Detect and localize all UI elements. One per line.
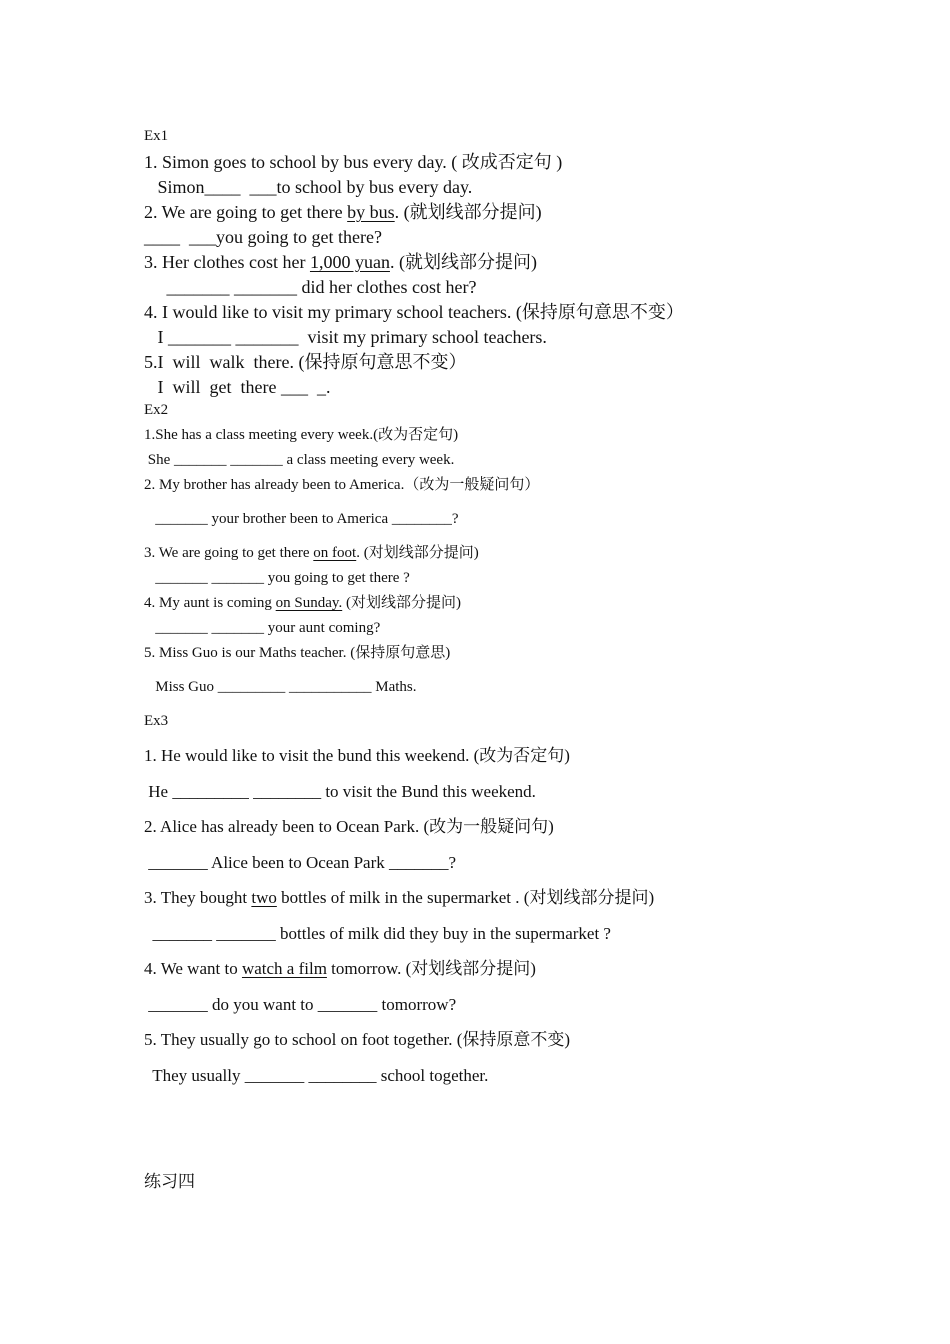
underlined-phrase: two [251,888,277,907]
ex1-question-1: 1. Simon goes to school by bus every day. ( 改成否定句 ) [144,152,563,172]
ex1-answer-2: ____ ___you going to get there? [144,227,382,247]
underlined-phrase: by bus [347,202,395,222]
ex2-question-3 [144,546,479,561]
ex1-answer-3: _______ _______ did her clothes cost her? [144,277,477,297]
ex2-question-5: 5. Miss Guo is our Maths teacher. (保持原句意思) [144,645,451,661]
underlined-phrase: on foot [313,545,357,561]
underlined-phrase: watch a film [241,959,327,978]
ex3-question-3 [144,889,654,906]
question-instruction: (对划线部分提问) [342,595,461,611]
ex3-question-4 [144,960,536,977]
ex2-answer-3: _______ _______ you going to get there ? [144,570,410,586]
ex3-answer-1: He _________ ________ to visit the Bund this weekend. [144,782,536,801]
underlined-phrase: on Sunday. [275,595,343,611]
question-text: 4. We want to [144,959,242,978]
ex2-heading: Ex2 [144,402,169,418]
question-instruction: . (对划线部分提问) [356,545,479,561]
question-text: 3. We are going to get there [144,545,314,561]
ex3-answer-3: _______ _______ bottles of milk did they buy in the supermarket ? [144,924,611,943]
ex3-question-2: 2. Alice has already been to Ocean Park. (改为一般疑问句) [144,817,554,836]
ex3-question-1: 1. He would like to visit the bund this weekend. (改为否定句) [144,746,570,765]
ex2-question-2: 2. My brother has already been to America.（改为一般疑问句） [144,477,540,493]
ex2-question-1: 1.She has a class meeting every week.(改为否定句) [144,427,459,443]
ex1-question-5: 5.I will walk there. (保持原句意思不变） [144,352,467,372]
ex1-question-2 [144,203,542,221]
ex1-answer-5: I will get there ___ _. [144,377,331,397]
question-text: 3. Her clothes cost her [144,252,310,272]
question-text: 4. My aunt is coming [144,595,276,611]
question-instruction: bottles of milk in the supermarket . (对划线部分提问) [276,888,655,907]
question-text: 2. We are going to get there [144,202,348,222]
ex3-answer-4: _______ do you want to _______ tomorrow? [144,995,457,1014]
ex2-answer-4: _______ _______ your aunt coming? [144,620,381,636]
ex2-answer-2: _______ your brother been to America ________? [144,511,459,527]
question-text: 3. They bought [144,888,252,907]
ex3-answer-5: They usually _______ ________ school together. [144,1066,489,1085]
ex4-heading: 练习四 [144,1172,195,1191]
ex2-answer-5: Miss Guo _________ ___________ Maths. [144,679,417,695]
ex3-answer-2: _______ Alice been to Ocean Park _______? [144,853,457,872]
ex3-heading: Ex3 [144,713,169,729]
ex2-answer-1: She _______ _______ a class meeting every week. [144,452,455,468]
question-instruction: . (就划线部分提问) [389,252,537,272]
ex1-question-3 [144,253,537,271]
ex1-question-4: 4. I would like to visit my primary school teachers. (保持原句意思不变） [144,302,684,322]
ex1-answer-1: Simon____ ___to school by bus every day. [144,177,473,197]
ex3-question-5: 5. They usually go to school on foot together. (保持原意不变) [144,1030,571,1049]
ex1-answer-4: I _______ _______ visit my primary school teachers. [144,327,547,347]
question-instruction: tomorrow. (对划线部分提问) [326,959,536,978]
ex1-heading: Ex1 [144,128,169,144]
underlined-phrase: 1,000 yuan [309,252,390,272]
question-instruction: . (就划线部分提问) [394,202,542,222]
ex2-question-4 [144,596,461,611]
